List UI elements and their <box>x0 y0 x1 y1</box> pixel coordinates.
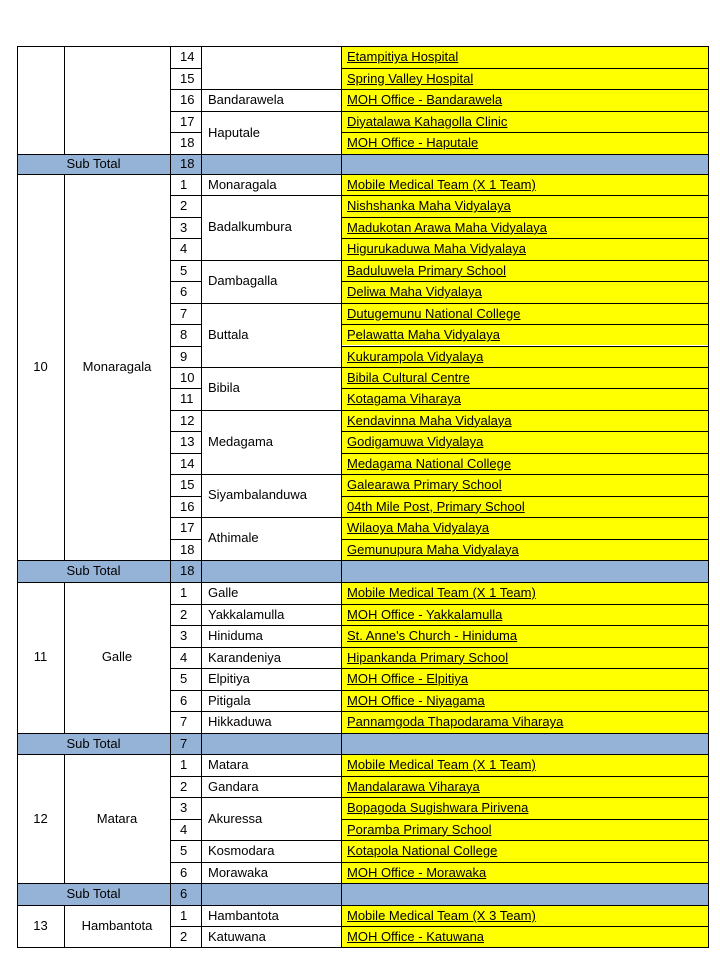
row-number: 15 <box>180 70 195 86</box>
grid-line <box>201 260 342 261</box>
row-number: 14 <box>180 49 195 64</box>
grid-line <box>170 690 202 691</box>
row-number: 4 <box>180 821 188 837</box>
grid-line <box>170 625 202 626</box>
page-top-margin <box>0 0 720 46</box>
venue-cell: Pannamgoda Thapodarama Viharaya <box>341 711 708 733</box>
location-cell: Hambantota <box>208 908 279 923</box>
location-cell: Elpitiya <box>208 671 250 686</box>
location-cell: Hiniduma <box>208 628 263 643</box>
grid-line <box>341 604 709 605</box>
district-id: 13 <box>33 918 48 933</box>
grid-line <box>341 132 709 133</box>
grid-line <box>170 582 171 734</box>
grid-line <box>341 647 709 648</box>
venue-cell: Godigamuwa Vidyalaya <box>341 431 708 452</box>
venue-cell: MOH Office - Elpitiya <box>341 668 708 690</box>
subtotal-label: Sub Total <box>17 560 170 582</box>
row-number: 14 <box>180 455 195 471</box>
venue-cell: Mobile Medical Team (X 1 Team) <box>341 754 708 776</box>
grid-line <box>201 303 342 304</box>
district-name: Monaragala <box>82 359 152 374</box>
grid-line <box>341 238 709 239</box>
grid-line <box>341 883 342 906</box>
grid-line <box>341 260 709 261</box>
grid-line <box>170 539 202 540</box>
grid-line <box>17 174 709 175</box>
venue-cell: Bibila Cultural Centre <box>341 367 708 388</box>
venue-cell: Galearawa Primary School <box>341 474 708 495</box>
grid-line <box>170 862 202 863</box>
grid-line <box>341 89 709 90</box>
location-cell: Dambagalla <box>208 272 278 288</box>
row-number: 12 <box>180 412 195 428</box>
grid-line <box>170 324 202 325</box>
row-number: 10 <box>180 370 195 385</box>
subtotal-blank <box>201 883 341 905</box>
grid-line <box>708 883 709 906</box>
grid-line <box>341 453 709 454</box>
grid-line <box>170 776 202 777</box>
grid-line <box>170 819 202 820</box>
row-number: 2 <box>180 778 188 794</box>
location-cell: Gandara <box>208 778 259 794</box>
grid-line <box>170 195 202 196</box>
grid-line <box>201 560 202 583</box>
grid-line <box>201 883 202 906</box>
grid-line <box>201 754 202 884</box>
grid-line <box>170 281 202 282</box>
grid-line <box>201 46 202 155</box>
grid-line <box>170 797 202 798</box>
grid-line <box>170 46 171 155</box>
grid-line <box>170 431 202 432</box>
venue-cell: MOH Office - Katuwana <box>341 926 708 947</box>
row-number: 4 <box>180 241 188 257</box>
venue-cell: Gemunupura Maha Vidyalaya <box>341 539 708 560</box>
venue-cell: Hipankanda Primary School <box>341 647 708 669</box>
grid-line <box>17 905 18 948</box>
grid-line <box>170 560 171 583</box>
district-name: Matara <box>96 811 138 826</box>
venue-cell: Baduluwela Primary School <box>341 260 708 281</box>
grid-line <box>708 174 709 561</box>
grid-line <box>17 883 18 906</box>
venue-cell: MOH Office - Bandarawela <box>341 89 708 111</box>
grid-line <box>341 840 709 841</box>
grid-line <box>201 154 202 175</box>
row-number: 16 <box>180 498 195 514</box>
district-name: Galle <box>101 649 133 664</box>
grid-line <box>201 604 342 605</box>
grid-line <box>708 905 709 948</box>
subtotal-value: 18 <box>170 560 201 582</box>
row-number: 8 <box>180 327 188 343</box>
grid-line <box>17 582 709 583</box>
grid-line <box>341 154 342 175</box>
location-cell: Athimale <box>208 530 259 545</box>
subtotal-blank <box>341 883 708 905</box>
venue-cell: Wilaoya Maha Vidyalaya <box>341 517 708 539</box>
grid-line <box>64 582 65 734</box>
row-number: 1 <box>180 908 188 923</box>
venue-cell: Dutugemunu National College <box>341 303 708 325</box>
location-cell: Hikkaduwa <box>208 714 272 729</box>
row-number: 6 <box>180 284 188 300</box>
grid-line <box>170 711 202 712</box>
grid-line <box>341 111 709 112</box>
grid-line <box>341 819 709 820</box>
row-number: 2 <box>180 198 188 214</box>
grid-line <box>64 754 65 884</box>
grid-line <box>17 947 709 948</box>
row-number: 11 <box>180 391 194 407</box>
location-cell: Morawaka <box>208 864 268 880</box>
venue-cell: Medagama National College <box>341 453 708 475</box>
subtotal-value: 7 <box>170 733 201 755</box>
grid-line <box>708 46 709 155</box>
grid-line <box>17 905 709 906</box>
grid-line <box>708 733 709 755</box>
grid-line <box>201 474 342 475</box>
grid-line <box>170 388 202 389</box>
grid-line <box>17 154 18 175</box>
grid-line <box>17 46 18 155</box>
grid-line <box>170 647 202 648</box>
subtotal-blank <box>341 154 708 175</box>
location-cell: Pitigala <box>208 692 251 708</box>
grid-line <box>341 733 342 755</box>
grid-line <box>170 604 202 605</box>
location-cell: Katuwana <box>208 929 266 944</box>
row-number: 3 <box>180 219 188 235</box>
grid-line <box>341 754 342 884</box>
grid-line <box>341 281 709 282</box>
subtotal-label: Sub Total <box>17 733 170 755</box>
row-number: 2 <box>180 606 188 622</box>
row-number: 18 <box>180 135 195 150</box>
grid-line <box>341 668 709 669</box>
grid-line <box>201 711 342 712</box>
grid-line <box>201 625 342 626</box>
grid-line <box>708 154 709 175</box>
grid-line <box>201 111 342 112</box>
venue-cell: MOH Office - Haputale <box>341 132 708 154</box>
location-cell: Akuressa <box>208 811 263 826</box>
venue-cell: MOH Office - Yakkalamulla <box>341 604 708 626</box>
grid-line <box>170 367 202 368</box>
venue-cell: Bopagoda Sugishwara Pirivena <box>341 797 708 819</box>
location-cell: Yakkalamulla <box>208 606 285 622</box>
grid-line <box>170 154 171 175</box>
grid-line <box>17 754 18 884</box>
venue-cell: MOH Office - Niyagama <box>341 690 708 712</box>
grid-line <box>170 754 171 884</box>
grid-line <box>17 46 709 47</box>
row-number: 5 <box>180 671 188 686</box>
venue-cell: Higurukaduwa Maha Vidyalaya <box>341 238 708 260</box>
grid-line <box>170 474 202 475</box>
row-number: 13 <box>180 434 195 450</box>
grid-line <box>201 647 342 648</box>
grid-line <box>708 560 709 583</box>
subtotal-blank <box>201 560 341 582</box>
grid-line <box>17 883 709 884</box>
venue-cell: Pelawatta Maha Vidyalaya <box>341 324 708 345</box>
venue-cell: Kendavinna Maha Vidyalaya <box>341 410 708 432</box>
location-cell: Siyambalanduwa <box>208 487 308 503</box>
row-number: 15 <box>180 477 195 493</box>
grid-line <box>201 797 342 798</box>
grid-line <box>341 174 342 561</box>
venue-cell: Kotapola National College <box>341 840 708 862</box>
subtotal-blank <box>341 560 708 582</box>
grid-line <box>341 388 709 389</box>
grid-line <box>17 733 709 734</box>
grid-line <box>201 517 342 518</box>
venue-cell: Deliwa Maha Vidyalaya <box>341 281 708 302</box>
district-id: 10 <box>33 359 48 374</box>
venue-cell: Nishshanka Maha Vidyalaya <box>341 195 708 217</box>
location-cell: Kosmodara <box>208 843 275 858</box>
location-cell: Galle <box>208 585 239 600</box>
grid-line <box>341 625 709 626</box>
location-cell: Haputale <box>208 124 261 140</box>
grid-line <box>17 560 18 583</box>
subtotal-blank <box>201 154 341 175</box>
row-number: 9 <box>180 348 188 364</box>
grid-line <box>341 346 709 347</box>
grid-line <box>201 840 342 841</box>
venue-cell: Mobile Medical Team (X 1 Team) <box>341 174 708 195</box>
grid-line <box>201 582 202 734</box>
grid-line <box>708 582 709 734</box>
venue-cell: St. Anne's Church - Hiniduma <box>341 625 708 647</box>
grid-line <box>341 496 709 497</box>
venue-cell: Poramba Primary School <box>341 819 708 841</box>
grid-line <box>170 840 202 841</box>
row-number: 4 <box>180 649 188 665</box>
subtotal-label: Sub Total <box>17 883 170 905</box>
venue-cell: Kotagama Viharaya <box>341 388 708 409</box>
grid-line <box>201 905 202 948</box>
grid-line <box>201 690 342 691</box>
grid-line <box>341 474 709 475</box>
grid-line <box>341 431 709 432</box>
grid-line <box>170 174 171 561</box>
grid-line <box>170 883 171 906</box>
venue-cell: Mobile Medical Team (X 1 Team) <box>341 582 708 604</box>
grid-line <box>170 68 202 69</box>
subtotal-label: Sub Total <box>17 154 170 175</box>
grid-line <box>341 926 709 927</box>
grid-line <box>341 68 709 69</box>
location-cell: Karandeniya <box>208 649 281 665</box>
grid-line <box>341 303 709 304</box>
row-number: 6 <box>180 692 188 708</box>
row-number: 5 <box>180 262 188 278</box>
grid-line <box>170 111 202 112</box>
grid-line <box>170 733 171 755</box>
grid-line <box>201 367 342 368</box>
grid-line <box>201 195 342 196</box>
row-number: 1 <box>180 177 188 192</box>
grid-line <box>201 776 342 777</box>
grid-line <box>341 517 709 518</box>
row-number: 7 <box>180 305 188 321</box>
grid-line <box>170 132 202 133</box>
grid-line <box>341 539 709 540</box>
grid-line <box>341 690 709 691</box>
grid-line <box>201 89 342 90</box>
grid-line <box>17 174 18 561</box>
grid-line <box>341 905 342 948</box>
grid-line <box>170 905 171 948</box>
district-id: 11 <box>33 649 48 664</box>
location-cell: Bandarawela <box>208 92 284 107</box>
subtotal-blank <box>341 733 708 755</box>
venue-cell: Spring Valley Hospital <box>341 68 708 90</box>
grid-line <box>170 238 202 239</box>
grid-line <box>341 410 709 411</box>
grid-line <box>17 154 709 155</box>
grid-line <box>64 174 65 561</box>
grid-line <box>170 496 202 497</box>
grid-line <box>17 582 18 734</box>
grid-line <box>170 453 202 454</box>
grid-line <box>17 733 18 755</box>
location-cell: Badalkumbura <box>208 219 292 235</box>
grid-line <box>170 346 202 347</box>
grid-line <box>341 324 709 325</box>
grid-line <box>64 905 65 948</box>
venue-cell: Mobile Medical Team (X 3 Team) <box>341 905 708 926</box>
row-number: 3 <box>180 800 188 815</box>
row-number: 17 <box>180 113 195 129</box>
venue-cell: 04th Mile Post, Primary School <box>341 496 708 517</box>
grid-line <box>341 776 709 777</box>
venue-cell: Diyatalawa Kahagolla Clinic <box>341 111 708 133</box>
row-number: 18 <box>180 541 195 557</box>
grid-line <box>170 517 202 518</box>
grid-line <box>170 926 202 927</box>
location-cell: Matara <box>208 757 249 772</box>
grid-line <box>170 89 202 90</box>
venue-cell: Madukotan Arawa Maha Vidyalaya <box>341 217 708 238</box>
grid-line <box>170 260 202 261</box>
grid-line <box>64 46 65 155</box>
row-number: 5 <box>180 843 188 858</box>
grid-line <box>341 217 709 218</box>
grid-line <box>201 668 342 669</box>
grid-line <box>201 733 202 755</box>
grid-line <box>341 582 342 734</box>
row-number: 1 <box>180 585 188 600</box>
grid-line <box>341 195 709 196</box>
grid-line <box>341 46 342 155</box>
row-number: 7 <box>180 714 188 729</box>
grid-line <box>17 560 709 561</box>
grid-line <box>341 862 709 863</box>
grid-line <box>341 560 342 583</box>
venue-cell: Etampitiya Hospital <box>341 46 708 68</box>
grid-line <box>170 668 202 669</box>
grid-line <box>341 711 709 712</box>
location-cell: Bibila <box>208 380 240 395</box>
subtotal-value: 6 <box>170 883 201 905</box>
grid-line <box>201 862 342 863</box>
location-cell <box>201 46 341 89</box>
location-cell: Buttala <box>208 326 249 342</box>
row-number: 17 <box>180 520 195 535</box>
row-number: 16 <box>180 92 195 107</box>
grid-line <box>341 367 709 368</box>
district-name: Hambantota <box>81 918 153 933</box>
subtotal-value: 18 <box>170 154 201 175</box>
venue-cell: Kukurampola Vidyalaya <box>341 346 708 368</box>
grid-line <box>341 797 709 798</box>
district-id: 12 <box>33 811 48 826</box>
grid-line <box>170 217 202 218</box>
row-number: 3 <box>180 628 188 643</box>
grid-line <box>170 303 202 304</box>
row-number: 6 <box>180 864 188 880</box>
grid-line <box>201 926 342 927</box>
venue-cell: MOH Office - Morawaka <box>341 862 708 884</box>
grid-line <box>201 410 342 411</box>
grid-line <box>170 410 202 411</box>
subtotal-blank <box>201 733 341 755</box>
row-number: 1 <box>180 757 188 772</box>
grid-line <box>17 754 709 755</box>
location-cell: Medagama <box>208 433 274 449</box>
row-number: 2 <box>180 929 188 944</box>
grid-line <box>201 174 202 561</box>
location-cell: Monaragala <box>208 177 277 192</box>
venue-cell: Mandalarawa Viharaya <box>341 776 708 798</box>
grid-line <box>708 754 709 884</box>
